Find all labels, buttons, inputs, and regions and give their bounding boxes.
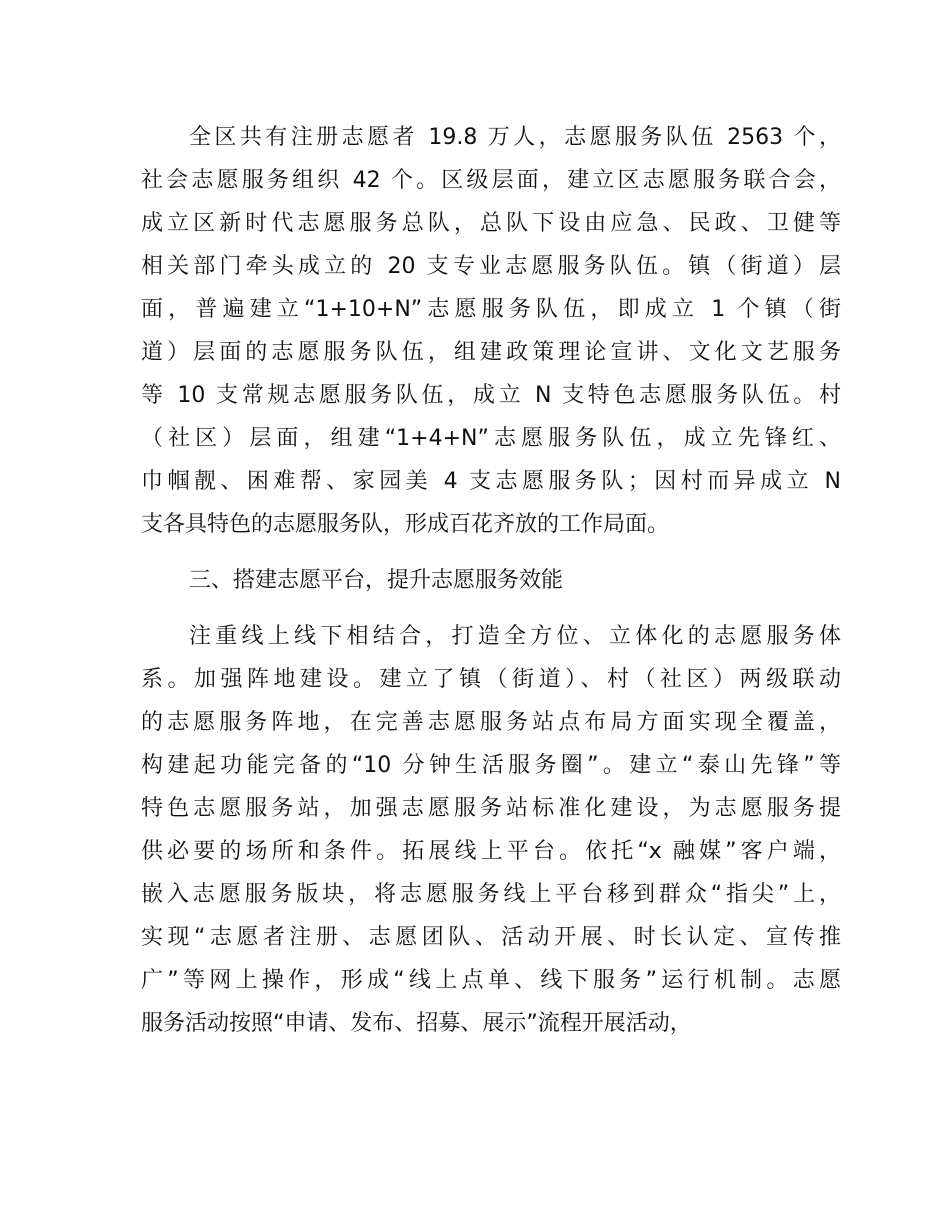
- paragraph-line: 嵌入志愿服务版块，将志愿服务线上平台移到群众“指尖”上，: [141, 882, 842, 907]
- paragraph-line: 社会志愿服务组织 42 个。区级层面，建立区志愿服务联合会，: [141, 168, 841, 193]
- paragraph-line: （社区）层面，组建“1+4+N”志愿服务队伍，成立先锋红、: [141, 426, 841, 451]
- paragraph-line: 等 10 支常规志愿服务队伍，成立 N 支特色志愿服务队伍。村: [141, 383, 841, 408]
- paragraph-line: 广”等网上操作，形成“线上点单、线下服务”运行机制。志愿: [141, 968, 841, 993]
- paragraph-line: 相关部门牵头成立的 20 支专业志愿服务队伍。镇（街道）层: [141, 254, 841, 279]
- paragraph-line: 系。加强阵地建设。建立了镇（街道）、村（社区）两级联动: [141, 667, 841, 692]
- paragraph-line: 面，普遍建立“1+10+N”志愿服务队伍，即成立 1 个镇（街: [141, 297, 841, 322]
- paragraph-line: 特色志愿服务站，加强志愿服务站标准化建设，为志愿服务提: [141, 796, 841, 821]
- section-heading: 三、搭建志愿平台，提升志愿服务效能: [189, 568, 564, 593]
- paragraph-line: 全区共有注册志愿者 19.8 万人，志愿服务队伍 2563 个，: [189, 125, 841, 150]
- paragraph-line: 服务活动按照“申请、发布、招募、展示”流程开展活动，: [141, 1011, 692, 1036]
- paragraph-line: 成立区新时代志愿服务总队，总队下设由应急、民政、卫健等: [141, 211, 841, 236]
- paragraph-line: 的志愿服务阵地，在完善志愿服务站点布局方面实现全覆盖，: [141, 710, 841, 735]
- paragraph-line: 构建起功能完备的“10 分钟生活服务圈”。建立“泰山先锋”等: [141, 753, 841, 778]
- paragraph-line: 支各具特色的志愿服务队，形成百花齐放的工作局面。: [141, 512, 670, 537]
- paragraph-line: 实现“志愿者注册、志愿团队、活动开展、时长认定、宣传推: [141, 925, 841, 950]
- paragraph-line: 巾帼靓、困难帮、家园美 4 支志愿服务队；因村而异成立 N: [141, 469, 841, 494]
- paragraph-line: 道）层面的志愿服务队伍，组建政策理论宣讲、文化文艺服务: [141, 340, 841, 365]
- paragraph-line: 供必要的场所和条件。拓展线上平台。依托“x 融媒”客户端，: [141, 839, 841, 864]
- paragraph-line: 注重线上线下相结合，打造全方位、立体化的志愿服务体: [189, 624, 841, 649]
